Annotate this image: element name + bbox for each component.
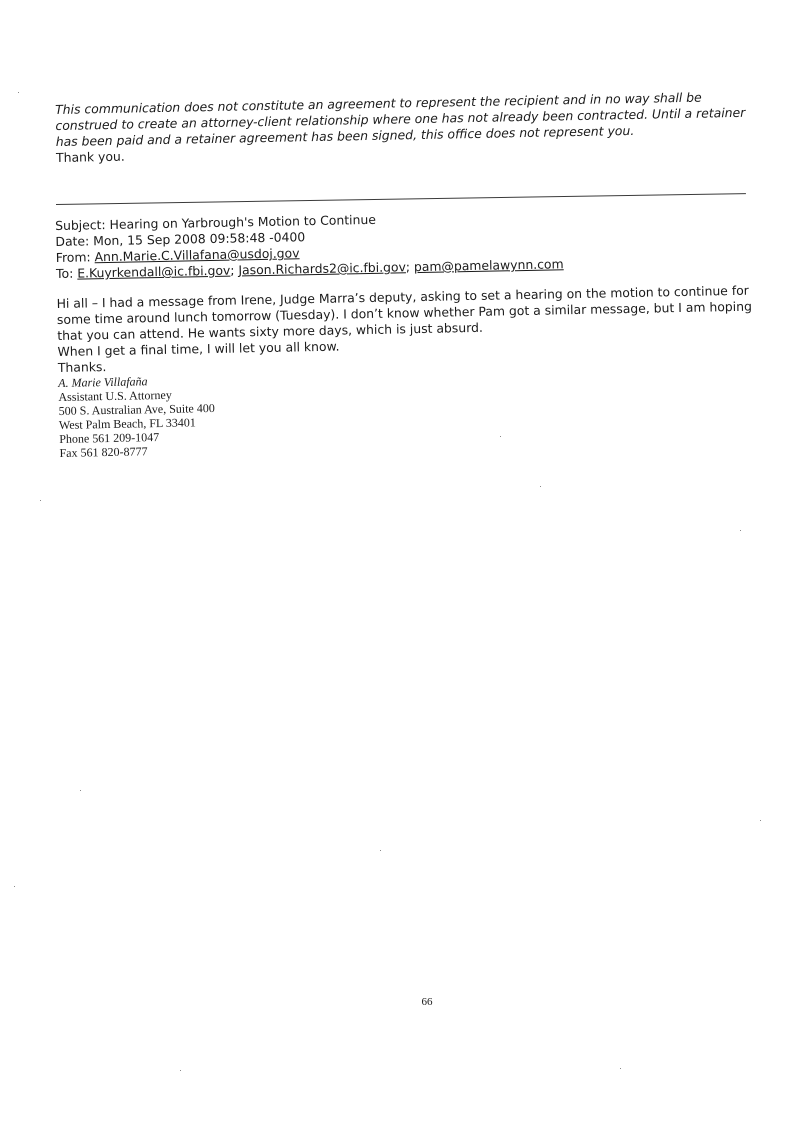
signature-fax: Fax 561 820-8777 xyxy=(59,444,148,460)
email-to-address-2[interactable]: Jason.Richards2@ic.fbi.gov xyxy=(238,259,406,278)
email-to-separator: ; xyxy=(230,262,239,278)
email-date: Mon, 15 Sep 2008 09:58:48 -0400 xyxy=(93,229,306,249)
scan-speck xyxy=(180,1070,181,1071)
scan-speck xyxy=(540,486,541,487)
signature-name: A. Marie Villafaña xyxy=(58,374,148,390)
email-body-paragraph: Thanks. xyxy=(57,359,107,375)
email-signature xyxy=(58,363,759,460)
email-message xyxy=(55,205,760,460)
page-number: 66 xyxy=(421,996,433,1008)
email-body xyxy=(56,283,757,376)
email-to-address-3[interactable]: pam@pamelawynn.com xyxy=(413,256,564,275)
signature-title: Assistant U.S. Attorney xyxy=(58,387,172,404)
scan-speck xyxy=(760,820,761,821)
email-from-label: From: xyxy=(55,249,91,265)
signature-phone: Phone 561 209-1047 xyxy=(59,430,160,446)
scan-speck xyxy=(500,436,501,437)
signature-address-line-2: West Palm Beach, FL 33401 xyxy=(58,415,196,432)
scan-speck xyxy=(80,790,81,791)
disclaimer-thanks: Thank you. xyxy=(55,148,125,165)
email-subject: Hearing on Yarbrough's Motion to Continue xyxy=(109,211,377,232)
email-to-label: To: xyxy=(55,265,74,281)
email-subject-label: Subject: xyxy=(55,217,106,233)
scan-speck xyxy=(40,500,41,501)
disclaimer-block xyxy=(55,89,746,166)
email-date-label: Date: xyxy=(55,233,90,249)
scan-speck xyxy=(18,92,19,93)
signature-address-line-1: 500 S. Australian Ave, Suite 400 xyxy=(58,400,215,418)
scan-speck xyxy=(380,850,381,851)
email-body-paragraph: When I get a final time, I will let you all know. xyxy=(57,338,340,359)
scan-speck xyxy=(620,1068,621,1069)
email-to-address-1[interactable]: E.Kuyrkendall@ic.fbi.gov xyxy=(77,262,231,281)
email-from-address[interactable]: Ann.Marie.C.Villafana@usdoj.gov xyxy=(94,245,300,265)
scan-speck xyxy=(740,530,741,531)
separator-line xyxy=(56,193,746,205)
email-to-separator: ; xyxy=(405,259,415,275)
scan-speck xyxy=(14,886,15,887)
email-body-paragraph: Hi all – I had a message from Irene, Judge Marra’s deputy, asking to set a hearing on the motion to continue for some time around lunch tomorrow (Tuesday). I don’t know whether Pam got a similar message, but I am hoping that you can attend. He wants sixty more days, which is just absurd. xyxy=(56,282,753,343)
disclaimer-text: This communication does not constitute an agreement to represent the recipient and in no way shall be construed to create an attorney-client relationship where one has not already been contracted. Until a retainer has been paid and a retainer agreement has been signed, this office does not represent you. xyxy=(55,89,746,149)
